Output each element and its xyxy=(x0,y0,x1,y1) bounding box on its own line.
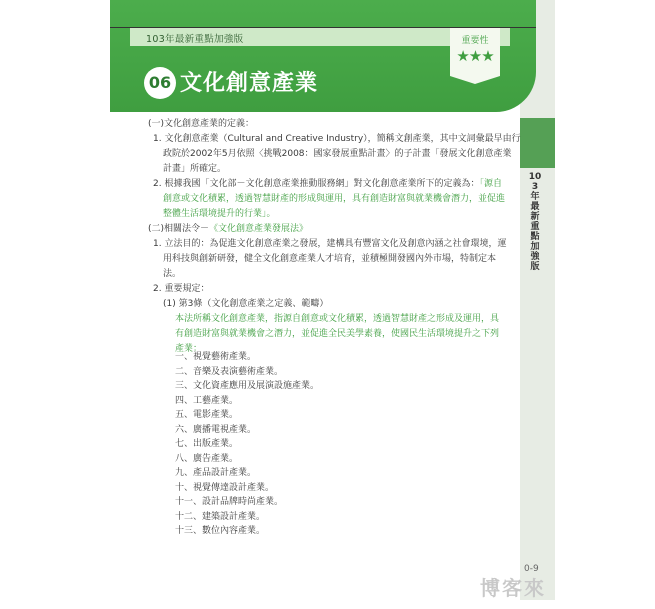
importance-badge xyxy=(450,28,500,76)
star-icon: ★★★ xyxy=(456,47,494,65)
highlight-line: 整體生活環境提升的行業」。 xyxy=(163,209,276,219)
list-item: 十、視覺傳達設計產業。 xyxy=(175,482,275,493)
list-item: 十一、設計品牌時尚產業。 xyxy=(175,497,284,507)
badge-tip xyxy=(450,76,500,84)
list-item: 九、產品設計產業。 xyxy=(175,468,257,478)
side-tab-marker xyxy=(520,118,555,168)
paragraph-line: 1. 立法目的：為促進文化創意產業之發展，建構具有豐富文化及創意內涵之社會環境，運 xyxy=(153,239,507,249)
highlight-line: 產業： xyxy=(175,344,203,354)
paragraph-line: 2. 重要規定： xyxy=(153,284,210,294)
highlight-line: 有創造財富與就業機會之潛力，並促進全民美學素養，使國民生活環境提升之下列 xyxy=(175,329,500,339)
paragraph-line: (1) 第3條（文化創意產業之定義、範疇） xyxy=(163,299,329,309)
list-item: 五、電影產業。 xyxy=(175,410,239,420)
edition-label: 103年最新重點加強版 xyxy=(146,34,244,45)
paragraph-line: 用科技與創新研發，健全文化創意產業人才培育，並積極開發國內外市場，特制定本 xyxy=(163,254,497,264)
importance-label: 重要性 xyxy=(461,36,489,46)
list-item: 四、工藝產業。 xyxy=(175,395,239,406)
section-number: 06 xyxy=(144,67,176,99)
list-item: 三、文化資產應用及展演設施產業。 xyxy=(175,381,320,391)
list-item: 二、音樂及表演藝術產業。 xyxy=(175,366,284,377)
list-item: 七、出版產業。 xyxy=(175,439,239,449)
list-item: 一、視覺藝術產業。 xyxy=(175,352,257,362)
law-title: 《文化創意產業發展法》 xyxy=(209,224,309,234)
side-title: 103年最新重點加強版 xyxy=(528,172,542,272)
highlight-text: 「源自 xyxy=(479,179,502,189)
paragraph-line: 法。 xyxy=(163,269,182,279)
highlight-line: 本法所稱文化創意產業，指源自創意或文化積累，透過智慧財產之形成及運用，具 xyxy=(175,314,500,324)
paragraph-line: 計畫」所確定。 xyxy=(163,164,227,174)
paragraph-text: (二)相關法令－ xyxy=(148,224,210,234)
list-item: 十二、建築設計產業。 xyxy=(175,511,266,522)
heading-law xyxy=(148,221,308,234)
paragraph-line: 政院於2002年5月依照〈挑戰2008：國家發展重點計畫〉的子計畫「發展文化創意產業 xyxy=(163,149,512,159)
paragraph-line: 1. 文化創意產業（Cultural and Creative Industry），簡稱文創產業，其中文詞彙最早由行 xyxy=(153,134,521,144)
heading-definition: (一)文化創意產業的定義： xyxy=(148,119,255,129)
list-item: 八、廣告產業。 xyxy=(175,453,239,464)
list-item: 六、廣播電視產業。 xyxy=(175,424,257,435)
paragraph-text: 2. 根據我國「文化部－文化創意產業推動服務網」對文化創意產業所下的定義為： xyxy=(153,179,480,189)
watermark-logo: 博客來 xyxy=(480,576,546,600)
list-item: 十三、數位內容產業。 xyxy=(175,526,266,536)
page-number: 0-9 xyxy=(524,564,539,574)
paragraph-line xyxy=(153,176,502,189)
highlight-line: 創意或文化積累，透過智慧財產的形成與運用，具有創造財富與就業機會潛力，並促進 xyxy=(163,194,506,204)
section-title: 文化創意產業 xyxy=(180,71,319,96)
